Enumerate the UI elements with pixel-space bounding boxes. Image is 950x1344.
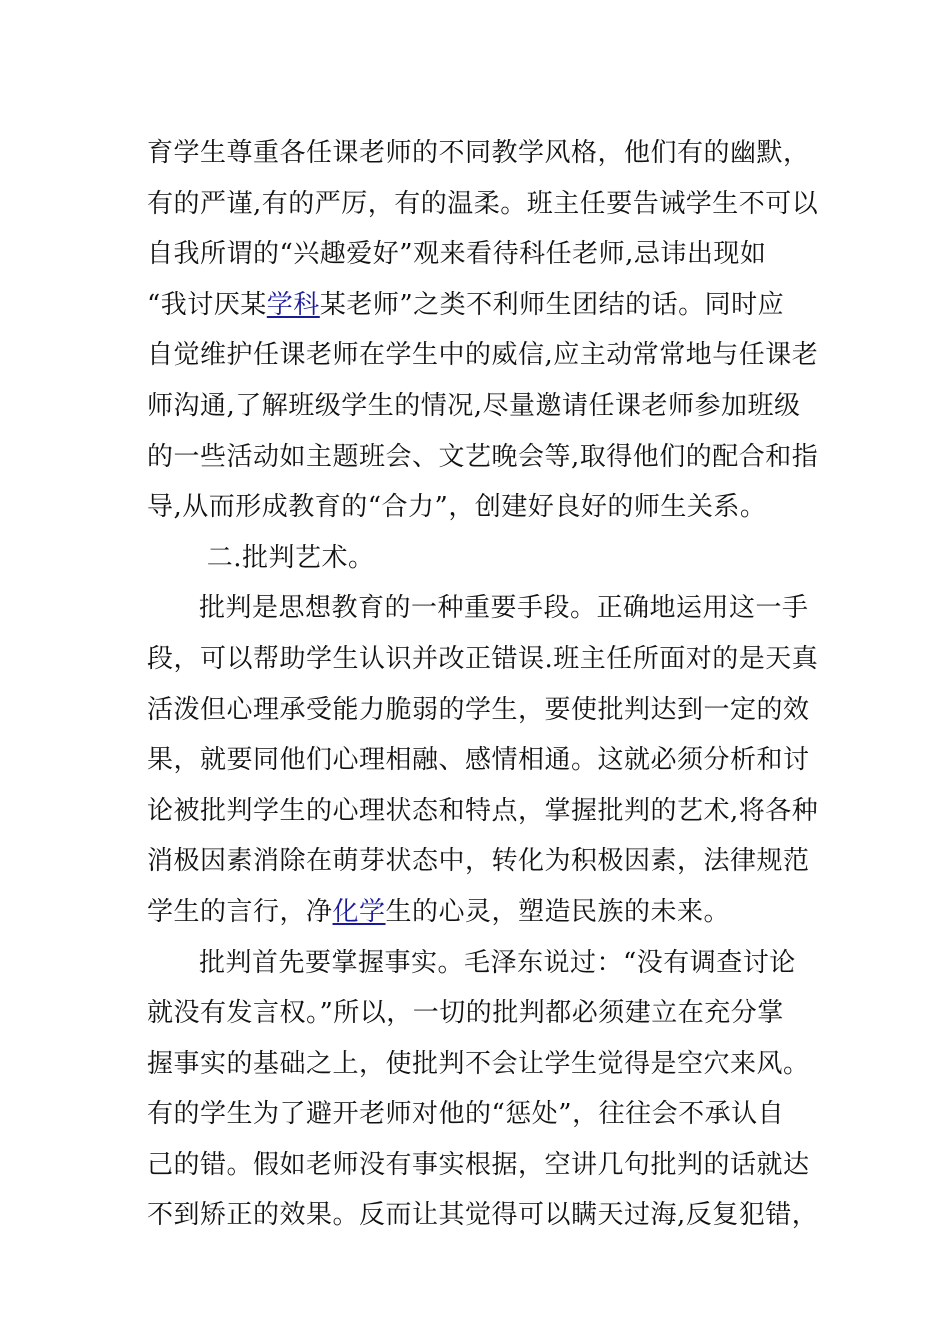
keyword-link[interactable]: 化学 [332, 896, 386, 927]
text-segment: 活泼但心理承受能力脆弱的学生，要使批判达到一定的效 [147, 694, 810, 725]
text-line [147, 432, 819, 483]
text-segment: 有的学生为了避开老师对他的“惩处”，往往会不承认自 [147, 1099, 785, 1130]
text-segment: 生的心灵，塑造民族的未来。 [385, 896, 731, 927]
text-segment: 自我所谓的“兴趣爱好”观来看待科任老师,忌讳出现如 [147, 239, 767, 270]
text-segment: 有的严谨,有的严厉，有的温柔。班主任要告诫学生不可以 [147, 188, 819, 219]
text-line [147, 735, 810, 786]
text-segment: 师沟通,了解班级学生的情况,尽量邀请任课老师参加班级 [147, 390, 801, 421]
text-segment: 握事实的基础之上，使批判不会让学生觉得是空穴来风。 [147, 1048, 810, 1079]
text-segment: 导,从而形成教育的“合力”，创建好良好的师生关系。 [147, 492, 767, 523]
text-line [147, 988, 807, 1039]
text-segment: 己的错。假如老师没有事实根据，空讲几句批判的话就达 [147, 1149, 810, 1180]
text-line [147, 583, 807, 634]
text-line [147, 1039, 810, 1090]
text-segment: 论被批判学生的心理状态和特点，掌握批判的艺术,将各种 [147, 795, 819, 826]
text-segment: 的一些活动如主题班会、文艺晚会等,取得他们的配合和指 [147, 441, 819, 472]
text-line [147, 482, 807, 533]
text-line [147, 685, 810, 736]
text-segment: 果，就要同他们心理相融、感情相通。这就必须分析和讨 [147, 745, 810, 776]
text-line [147, 836, 810, 887]
text-line [147, 330, 819, 381]
body-text [147, 128, 819, 1241]
text-segment: 批判是思想教育的一种重要手段。正确地运用这一手 [199, 593, 809, 624]
keyword-link[interactable]: 学科 [266, 289, 320, 320]
text-line [147, 381, 807, 432]
text-line [147, 179, 819, 230]
text-line [147, 533, 807, 584]
text-line [147, 887, 807, 938]
text-segment: 消极因素消除在萌芽状态中，转化为积极因素，法律规范 [147, 846, 810, 877]
text-segment: “我讨厌某 [147, 289, 267, 320]
text-segment: 二.批判艺术。 [206, 542, 375, 573]
text-segment: 某老师”之类不利师生团结的话。同时应 [319, 289, 785, 320]
text-line [147, 634, 819, 685]
text-segment: 学生的言行，净 [147, 896, 333, 927]
text-line [147, 280, 807, 331]
text-line [147, 229, 807, 280]
text-segment: 批判首先要掌握事实。毛泽东说过：“没有调查讨论 [199, 947, 796, 978]
text-line [147, 786, 819, 837]
text-line [147, 128, 810, 179]
text-segment: 育学生尊重各任课老师的不同教学风格，他们有的幽默， [147, 138, 810, 168]
text-segment: 不到矫正的效果。反而让其觉得可以瞒天过海,反复犯错， [147, 1200, 819, 1231]
text-segment: 段，可以帮助学生认识并改正错误.班主任所面对的是天真 [147, 643, 819, 674]
text-segment: 就没有发言权。”所以，一切的批判都必须建立在充分掌 [147, 998, 784, 1029]
text-line [147, 938, 807, 989]
text-line [147, 1190, 819, 1241]
text-line [147, 1140, 810, 1191]
text-line [147, 1089, 807, 1140]
text-segment: 自觉维护任课老师在学生中的威信,应主动常常地与任课老 [147, 340, 819, 371]
